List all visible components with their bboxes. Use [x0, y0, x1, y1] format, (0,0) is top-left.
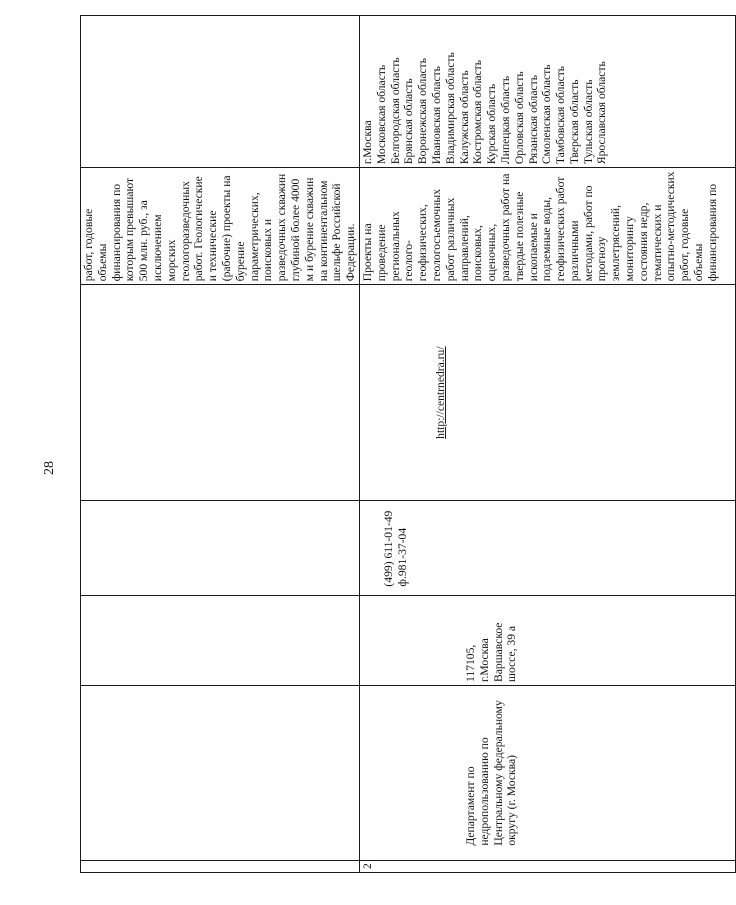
region-item: Курская область: [485, 83, 499, 165]
region-item: Липецкая область: [498, 75, 512, 165]
region-item: Орловская область: [512, 71, 526, 165]
cell-phone: (499) 611-01-49 ф.981-37-04: [359, 501, 735, 596]
cell-address: 117105, г.Москва Варшавское шоссе, 39 а: [359, 595, 735, 685]
departments-table: [80, 15, 736, 873]
region-item: Калужская область: [457, 70, 471, 165]
page-number: 28: [42, 461, 57, 475]
region-item: Белгородская область: [388, 57, 402, 165]
region-item: Тамбовская область: [554, 65, 568, 165]
region-item: Тульская область: [581, 79, 595, 165]
table-row-continuation: [81, 16, 360, 873]
cell-regions-empty: [81, 16, 360, 168]
cell-website-empty: [81, 285, 360, 501]
region-item: Ивановская область: [429, 66, 443, 165]
cell-work-continuation: работ, годовые объемы финансирования по которым превышают 500 млн. руб., за исключением морских геологоразведочных работ. Геологические и технические (рабочие) проекты на бурение параметрических, поисковых и разведочных скважин глубиной более 4000 м и бурение скважин на континентальном шельфе Российской Федерации.: [81, 168, 360, 285]
rotated-table-container: [80, 15, 719, 873]
region-item: Костромская область: [471, 59, 485, 165]
region-item: Брянская область: [402, 78, 416, 165]
cell-regions: [359, 16, 735, 168]
region-item: Воронежская область: [416, 58, 430, 165]
region-item: Тверская область: [567, 79, 581, 165]
cell-address-empty: [81, 595, 360, 685]
region-item: Ярославская область: [595, 61, 609, 165]
website-link[interactable]: http://centrnedra.ru/: [433, 346, 447, 439]
region-item: Московская область: [374, 64, 388, 165]
table-row-department: [359, 16, 735, 873]
cell-work: Проекты на проведение региональных геолого-геофизических, геологосъемочных работ различных направлений, поисковых, оценочных, разведочных работ на твердые полезные ископаемые и подземные воды, геофизических работ различными методами, работ по прогнозу землетрясений, мониторингу состояния недр, тематических и опытно-методических работ, годовые объемы финансирования по: [359, 168, 735, 285]
cell-number: 2: [359, 860, 735, 872]
region-item: Владимирская область: [443, 52, 457, 165]
cell-number-empty: [81, 860, 360, 872]
cell-department-empty: [81, 685, 360, 860]
region-item: Смоленская область: [540, 64, 554, 165]
cell-website: [359, 285, 735, 501]
region-item: Рязанская область: [526, 75, 540, 165]
region-item: г.Москва: [360, 120, 374, 165]
cell-department: Департамент по недропользованию по Центральному федеральному округу (г. Москва): [359, 685, 735, 860]
cell-phone-empty: [81, 501, 360, 596]
